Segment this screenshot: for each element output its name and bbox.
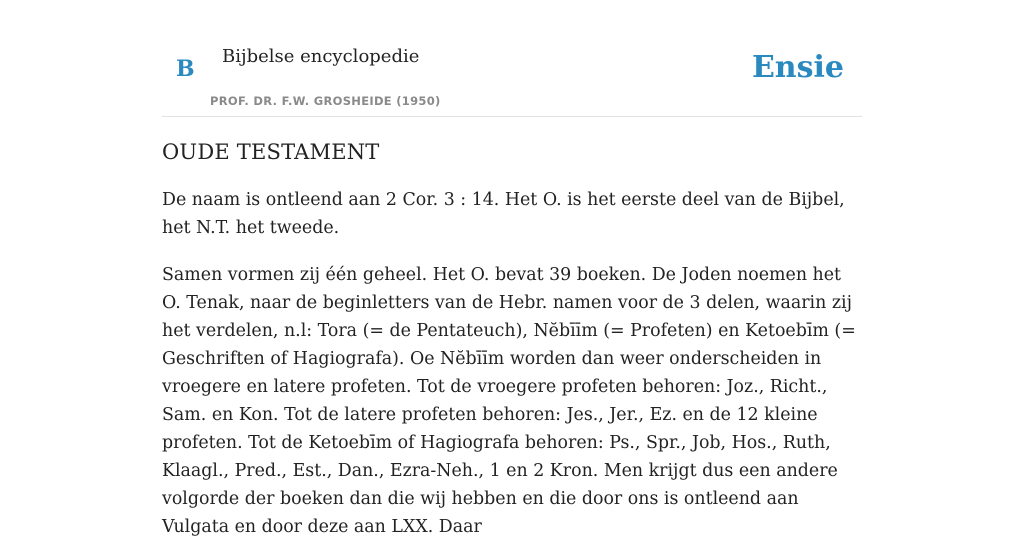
book-header bbox=[162, 0, 862, 117]
article-content bbox=[162, 140, 862, 560]
book-title-link[interactable]: Bijbelse encyclopedie bbox=[222, 46, 420, 67]
article-paragraph: Samen vormen zij één geheel. Het O. bevat 39 boeken. De Joden noemen het O. Tenak, naar de beginletters van de Hebr. namen voor de 3 delen, waarin zij het verdelen, n.l: Tora (= de Pentateuch), Nĕbīīm (= Profeten) en Ketoebīm (= Geschriften of Hagiografa). Oe Nĕbīīm worden dan weer onderscheiden in vroegere en latere profeten. Tot de vroegere profeten behoren: Joz., Richt., Sam. en Kon. Tot de latere profeten behoren: Jes., Jer., Ez. en de 12 kleine profeten. Tot de Ketoebīm of Hagiografa behoren: Ps., Spr., Job, Hos., Ruth, Klaagl., Pred., Est., Dan., Ezra-Neh., 1 en 2 Kron. Men krijgt dus een andere volgorde der boeken dan die wij hebben en die door ons is ontleend aan Vulgata en door deze aan LXX. Daar bbox=[162, 265, 856, 537]
article-paragraph: De naam is ontleend aan 2 Cor. 3 : 14. Het O. is het eerste deel van de Bijbel, het N.T. het tweede. bbox=[162, 190, 845, 238]
book-author: PROF. DR. F.W. GROSHEIDE (1950) bbox=[210, 94, 441, 108]
book-letter-badge[interactable]: B bbox=[176, 56, 195, 82]
article-title: OUDE TESTAMENT bbox=[162, 140, 380, 164]
ensie-logo-link[interactable]: Ensie bbox=[751, 50, 844, 85]
